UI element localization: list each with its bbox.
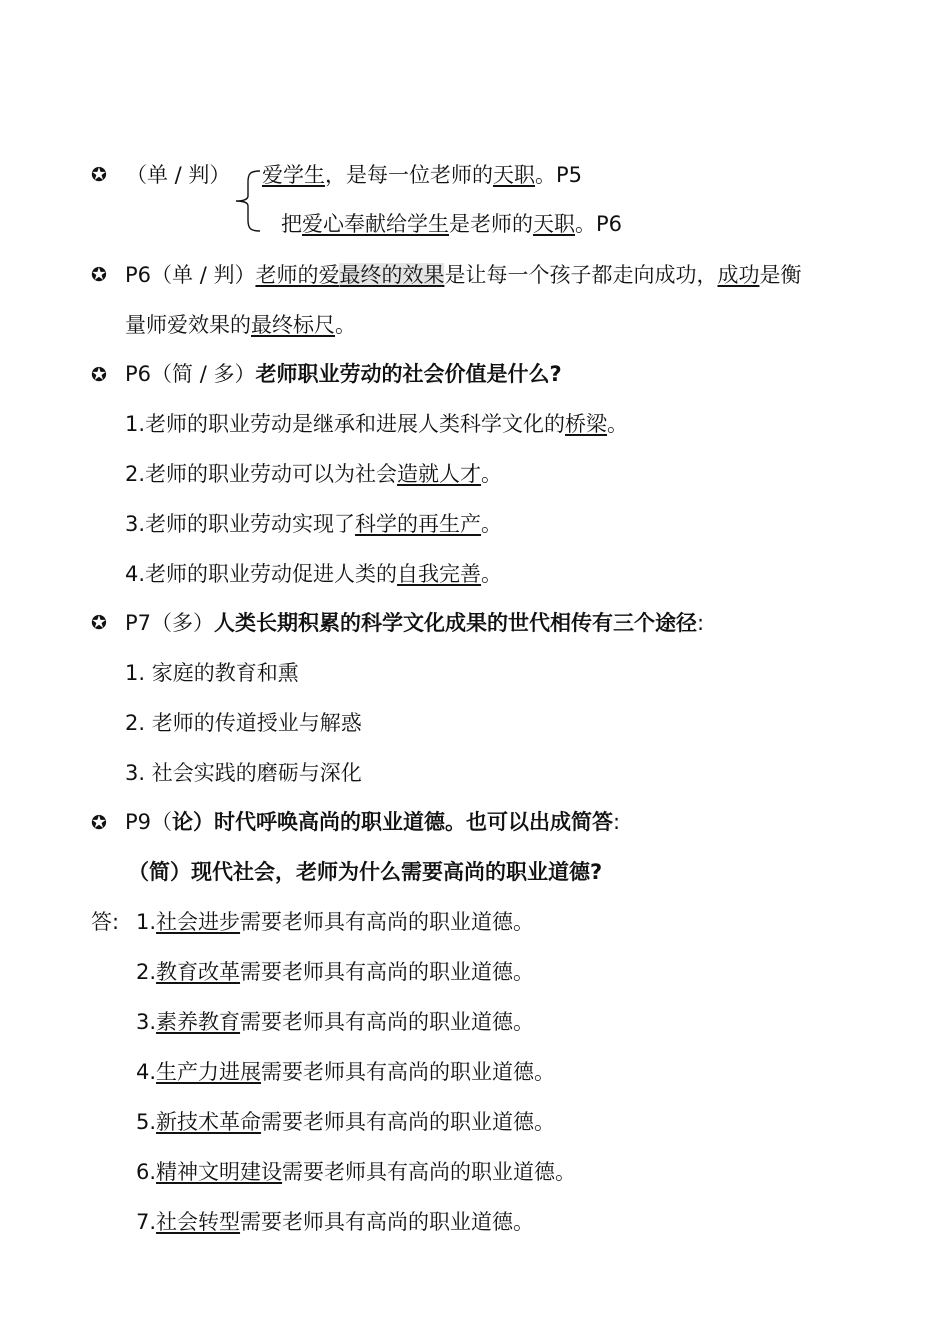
- brace-icon: [232, 168, 262, 234]
- bullet-star-icon: ✪: [91, 264, 107, 286]
- bullet-star-icon: ✪: [91, 812, 107, 834]
- item4-heading: P7（多）人类长期积累的科学文化成果的世代相传有三个途径:: [125, 611, 705, 635]
- item5-answer: 1.社会进步需要老师具有高尚的职业道德。: [136, 910, 535, 934]
- bullet-star-icon: ✪: [91, 164, 107, 186]
- item5-heading: P9（论）时代呼唤高尚的职业道德。也可以出成简答:: [125, 810, 621, 834]
- item4-answer: 3. 社会实践的磨砺与深化: [125, 761, 362, 785]
- item3-answer: 4.老师的职业劳动促进人类的自我完善。: [125, 562, 503, 586]
- item1-tag: （单 / 判）: [126, 163, 231, 187]
- item4-answer: 1. 家庭的教育和熏: [125, 661, 299, 685]
- item3-answer: 2.老师的职业劳动可以为社会造就人才。: [125, 462, 503, 486]
- item5-answer: 2.教育改革需要老师具有高尚的职业道德。: [136, 960, 535, 984]
- item3-answer: 3.老师的职业劳动实现了科学的再生产。: [125, 512, 503, 536]
- item5-answer: 7.社会转型需要老师具有高尚的职业道德。: [136, 1210, 535, 1234]
- item2-continuation: 量师爱效果的最终标尺。: [125, 313, 356, 337]
- item4-answer: 2. 老师的传道授业与解惑: [125, 711, 362, 735]
- item2-line: P6（单 / 判）老师的爱最终的效果是让每一个孩子都走向成功，成功是衡: [125, 263, 802, 287]
- item3-answer: 1.老师的职业劳动是继承和进展人类科学文化的桥梁。: [125, 412, 629, 436]
- item5-answer: 5.新技术革命需要老师具有高尚的职业道德。: [136, 1110, 556, 1134]
- item5-answer: 3.素养教育需要老师具有高尚的职业道德。: [136, 1010, 535, 1034]
- answer-prefix: 答:: [91, 910, 120, 934]
- bullet-star-icon: ✪: [91, 364, 107, 386]
- item5-answer: 6.精神文明建设需要老师具有高尚的职业道德。: [136, 1160, 577, 1184]
- item1-line-a: 爱学生，是每一位老师的天职。P5: [262, 163, 583, 187]
- item1-line-b: 把爱心奉献给学生是老师的天职。P6: [281, 212, 623, 236]
- item5-sub-question: （简）现代社会，老师为什么需要高尚的职业道德?: [128, 860, 603, 884]
- item5-answer: 4.生产力进展需要老师具有高尚的职业道德。: [136, 1060, 556, 1084]
- item3-heading: P6（简 / 多）老师职业劳动的社会价值是什么?: [125, 362, 562, 386]
- bullet-star-icon: ✪: [91, 612, 107, 634]
